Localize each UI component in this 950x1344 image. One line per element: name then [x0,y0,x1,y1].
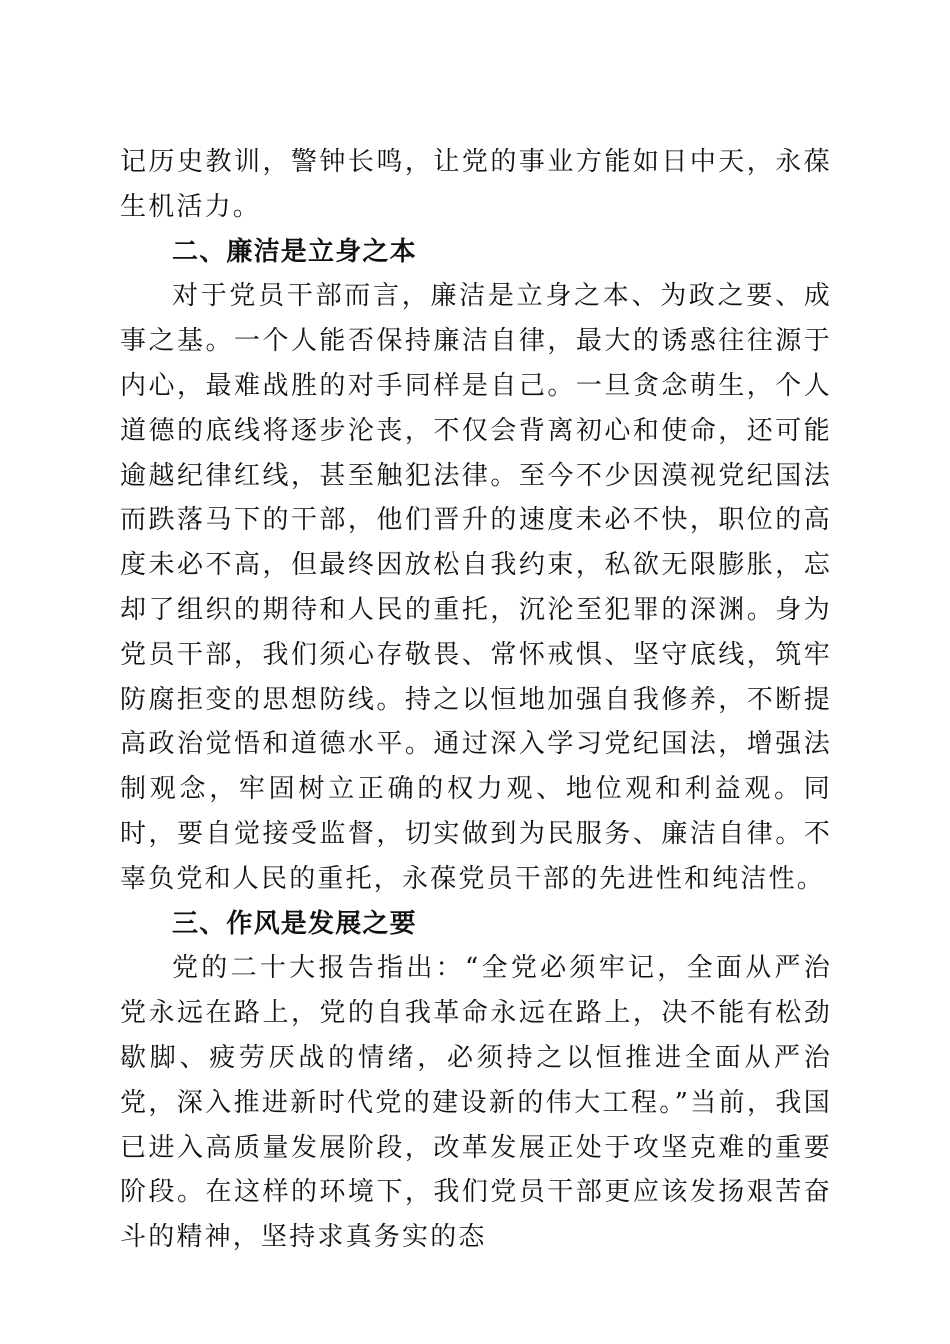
section-body-integrity: 对于党员干部而言，廉洁是立身之本、为政之要、成事之基。一个人能否保持廉洁自律，最大的诱惑往往源于内心，最难战胜的对手同样是自己。一旦贪念萌生，个人道德的底线将逐步沦丧，不仅会背离初心和使命，还可能逾越纪律红线，甚至触犯法律。至今不少因漠视党纪国法而跌落马下的干部，他们晋升的速度未必不快，职位的高度未必不高，但最终因放松自我约束，私欲无限膨胀，忘却了组织的期待和人民的重托，沉沦至犯罪的深渊。身为党员干部，我们须心存敬畏、常怀戒惧、坚守底线，筑牢防腐拒变的思想防线。持之以恒地加强自我修养，不断提高政治觉悟和道德水平。通过深入学习党纪国法，增强法制观念，牢固树立正确的权力观、地位观和利益观。同时，要自觉接受监督，切实做到为民服务、廉洁自律。不辜负党和人民的重托，永葆党员干部的先进性和纯洁性。 [120,281,832,894]
section-heading-work-style: 三、作风是发展之要 [172,908,417,939]
document-page [120,140,832,1260]
section-body-work-style: 党的二十大报告指出：“全党必须牢记，全面从严治党永远在路上，党的自我革命永远在路上，决不能有松劲歇脚、疲劳厌战的情绪，必须持之以恒推进全面从严治党，深入推进新时代党的建设新的伟大工程。”当前，我国已进入高质量发展阶段，改革发展正处于攻坚克难的重要阶段。在这样的环境下，我们党员干部更应该发扬艰苦奋斗的精神，坚持求真务实的态 [120,953,832,1253]
section-heading-integrity: 二、廉洁是立身之本 [172,236,417,267]
continuation-paragraph: 记历史教训，警钟长鸣，让党的事业方能如日中天，永葆生机活力。 [120,147,832,222]
